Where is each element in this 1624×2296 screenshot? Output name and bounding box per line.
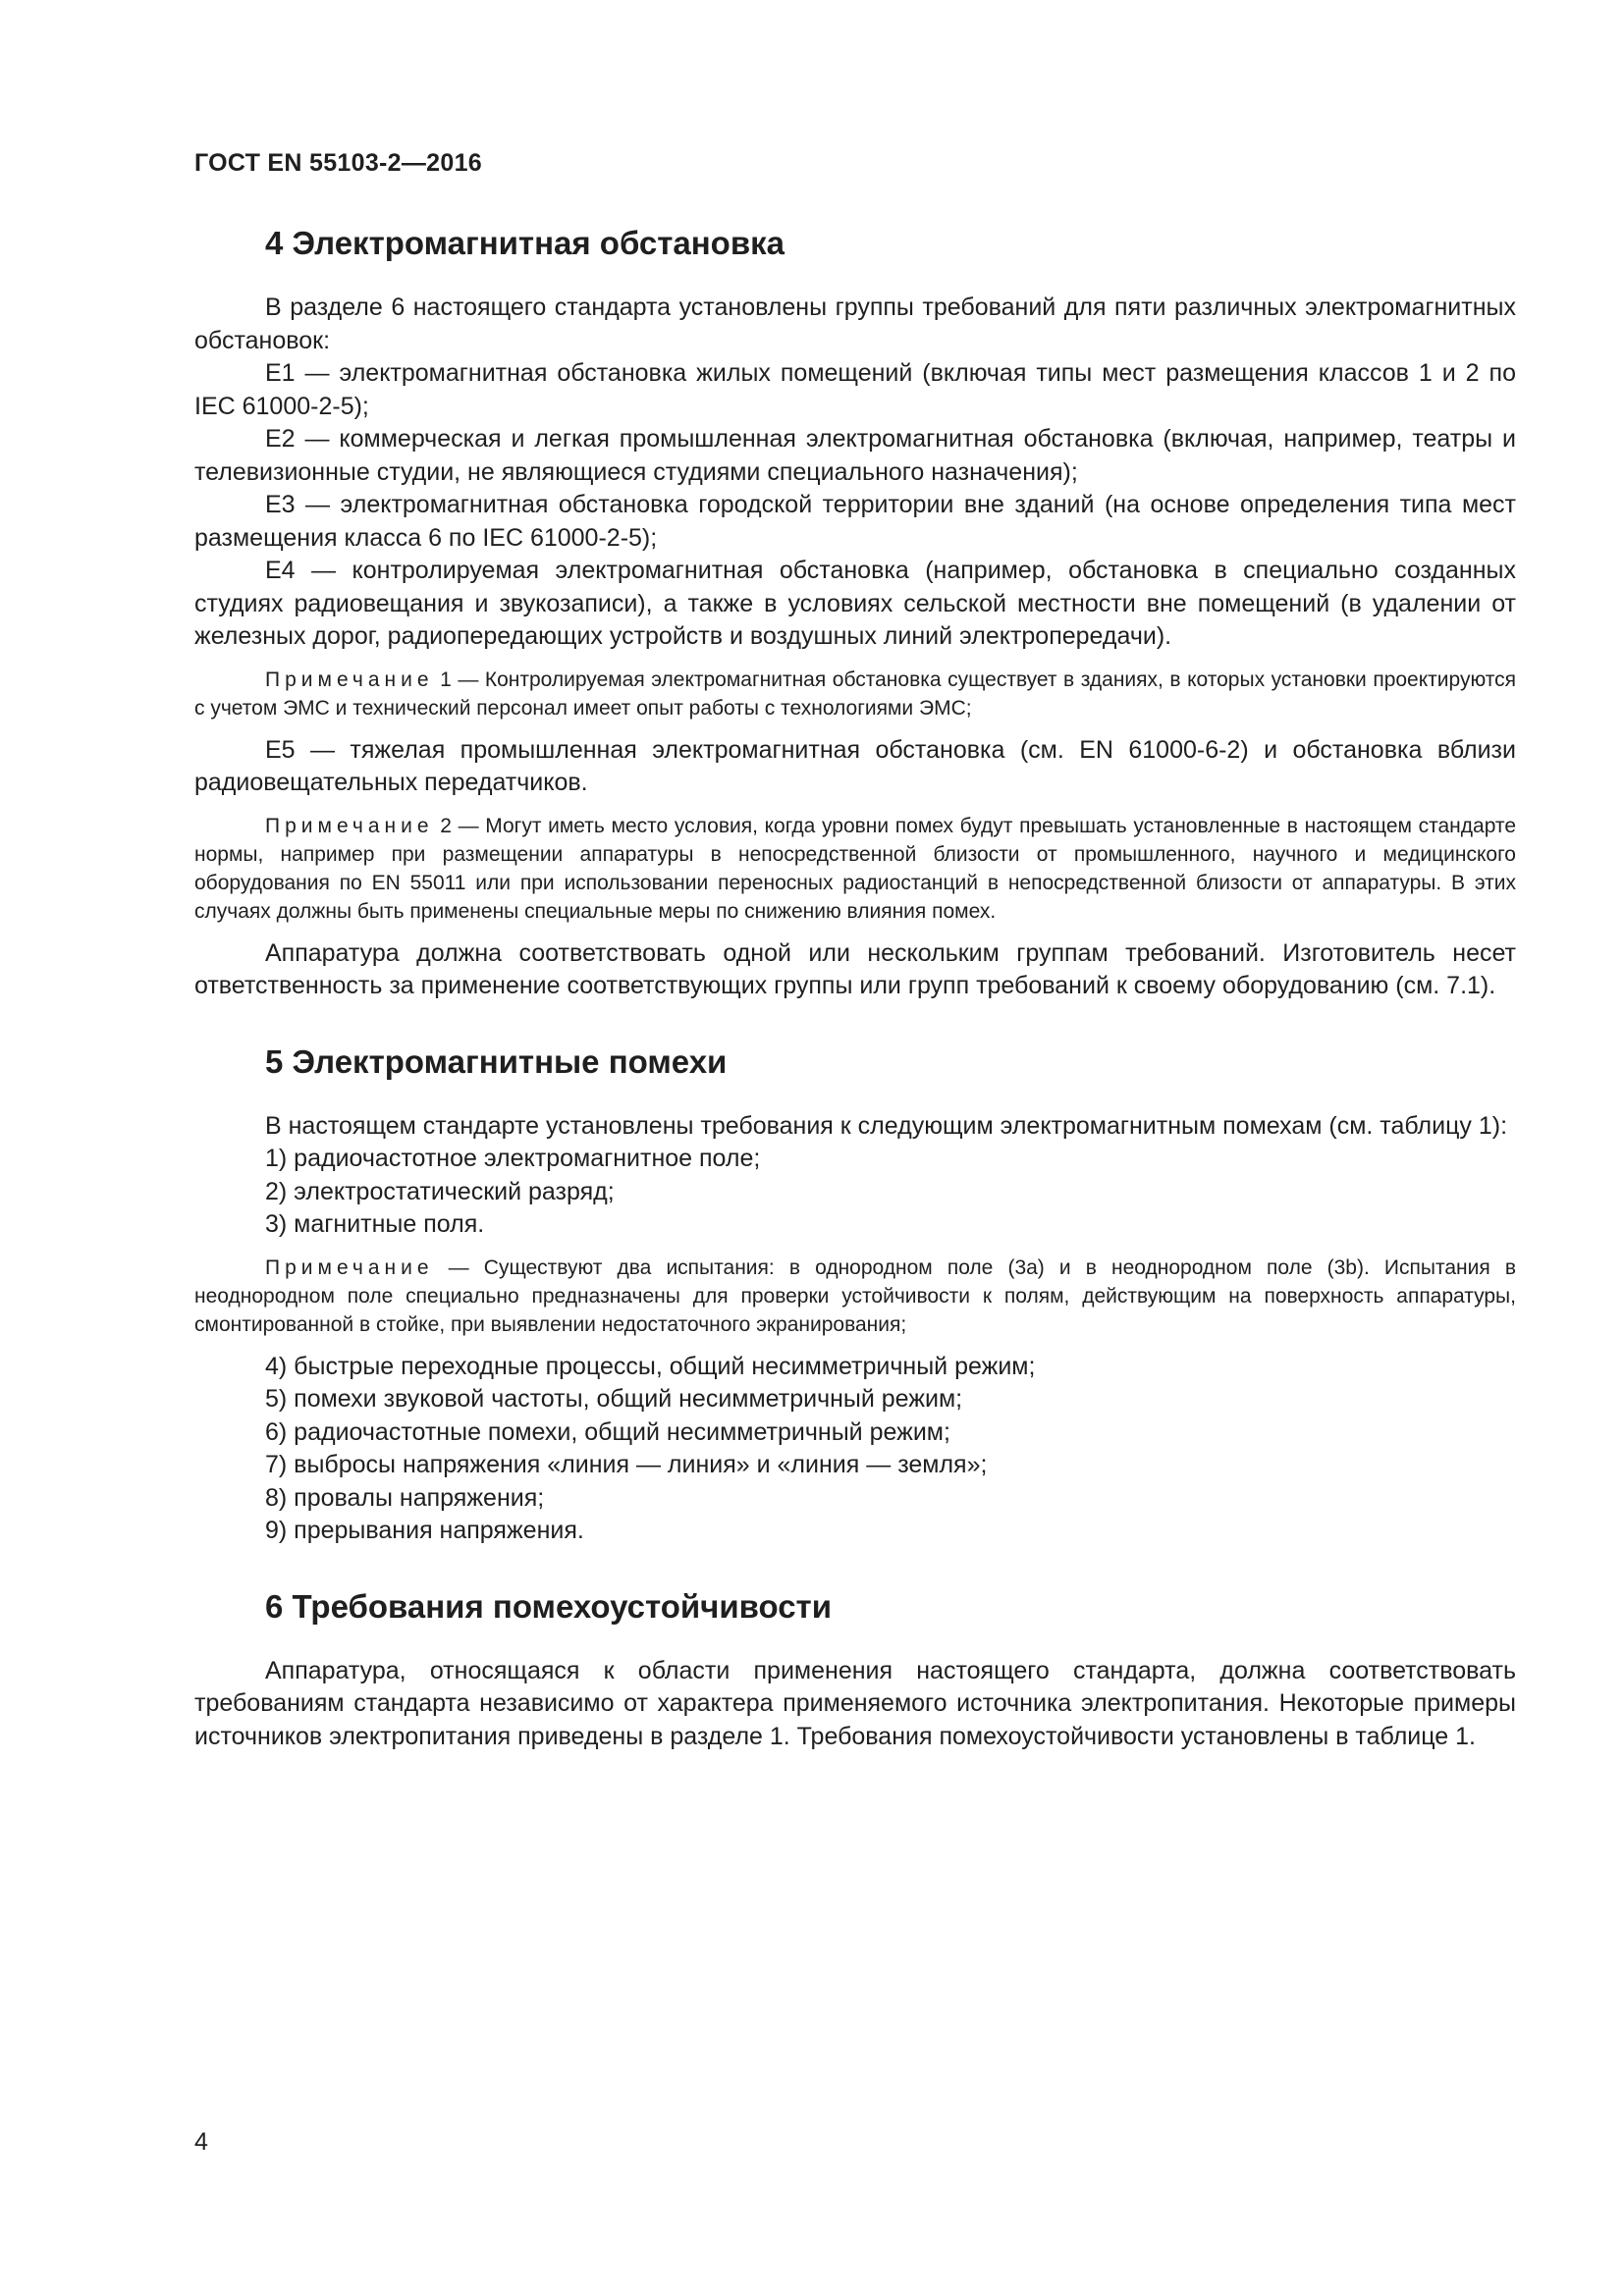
list-item: 9) прерывания напряжения. (265, 1517, 584, 1544)
list-item: 4) быстрые переходные процессы, общий несимметричный режим; (265, 1352, 1036, 1380)
section-5-intro: В настоящем стандарте установлены требования к следующим электромагнитным помехам (см. таблицу 1): (265, 1111, 1508, 1140)
list-item: 3) магнитные поля. (265, 1210, 485, 1238)
note-1-label: Примечание (265, 667, 434, 691)
note-1 (194, 666, 1516, 722)
note-2-text: 2 — Могут иметь место условия, когда уровни помех будут превышать установленные в настоящем стандарте нормы, например при размещении аппаратуры в непосредственной близости от промышленного, научного и медицинского оборудования по EN 55011 или при использовании переносных радиостанций в непосредственной близости от аппаратуры. В этих случаях должны быть применены специальные меры по снижению влияния помех. (194, 814, 1516, 923)
document-code-header: ГОСТ EN 55103-2—2016 (194, 149, 482, 177)
list-item: 5) помехи звуковой частоты, общий несимметричный режим; (265, 1385, 963, 1413)
list-item: 7) выбросы напряжения «линия — линия» и «линия — земля»; (265, 1451, 988, 1478)
section-4-title: 4 Электромагнитная обстановка (265, 225, 785, 261)
note-2-label: Примечание (265, 814, 434, 837)
environment-e2: E2 — коммерческая и легкая промышленная электромагнитная обстановка (включая, например, театры и телевизионные студии, не являющиеся студиями специального назначения); (194, 425, 1516, 486)
list-item: 1) радиочастотное электромагнитное поле; (265, 1145, 761, 1172)
note-3-label: Примечание (265, 1255, 434, 1279)
environment-e4: E4 — контролируемая электромагнитная обстановка (например, обстановка в специально созданных студиях радиовещания и звукозаписи), а также в условиях сельской местности вне помещений (в удалении от железных дорог, радиопередающих устройств и воздушных линий электропередачи). (194, 557, 1516, 650)
page-content (194, 224, 1516, 1753)
note-3-text: — Существуют два испытания: в однородном поле (3a) и в неоднородном поле (3b). Испытания в неоднородном поле специально предназначены для проверки устойчивости к полям, действующим на поверхность аппаратуры, смонтированной в стойке, при выявлении недостаточного экранирования; (194, 1255, 1516, 1336)
note-3 (194, 1254, 1516, 1339)
note-1-text: 1 — Контролируемая электромагнитная обстановка существует в зданиях, в которых установки проектируются с учетом ЭМС и технический персонал имеет опыт работы с технологиями ЭМС; (194, 667, 1516, 720)
section-6-title: 6 Требования помехоустойчивости (265, 1587, 833, 1625)
section-6-body: Аппаратура, относящаяся к области применения настоящего стандарта, должна соответствовать требованиям стандарта независимо от характера применяемого источника электропитания. Некоторые примеры источников электропитания приведены в разделе 1. Требования помехоустойчивости установлены в таблице 1. (194, 1656, 1516, 1750)
environment-e5: E5 — тяжелая промышленная электромагнитная обстановка (см. EN 61000-6-2) и обстановка вблизи радиовещательных передатчиков. (194, 735, 1516, 796)
environment-e3: E3 — электромагнитная обстановка городской территории вне зданий (на основе определения типа мест размещения класса 6 по IEC 61000-2-5); (194, 491, 1516, 552)
section-4-intro: В разделе 6 настоящего стандарта установлены группы требований для пяти различных электромагнитных обстановок: (194, 294, 1516, 354)
note-2 (194, 812, 1516, 926)
list-item: 2) электростатический разряд; (265, 1177, 615, 1205)
page-number: 4 (194, 2128, 208, 2156)
section-5-title: 5 Электромагнитные помехи (265, 1042, 728, 1080)
list-item: 6) радиочастотные помехи, общий несимметричный режим; (265, 1417, 950, 1446)
list-item: 8) провалы напряжения; (265, 1483, 545, 1512)
environment-e1: E1 — электромагнитная обстановка жилых помещений (включая типы мест размещения классов 1 и 2 по IEC 61000-2-5); (194, 359, 1516, 420)
section-4-closing: Аппаратура должна соответствовать одной или нескольким группам требований. Изготовитель несет ответственность за применение соответствующих группы или групп требований к своему оборудованию (см. 7.1). (194, 938, 1516, 999)
